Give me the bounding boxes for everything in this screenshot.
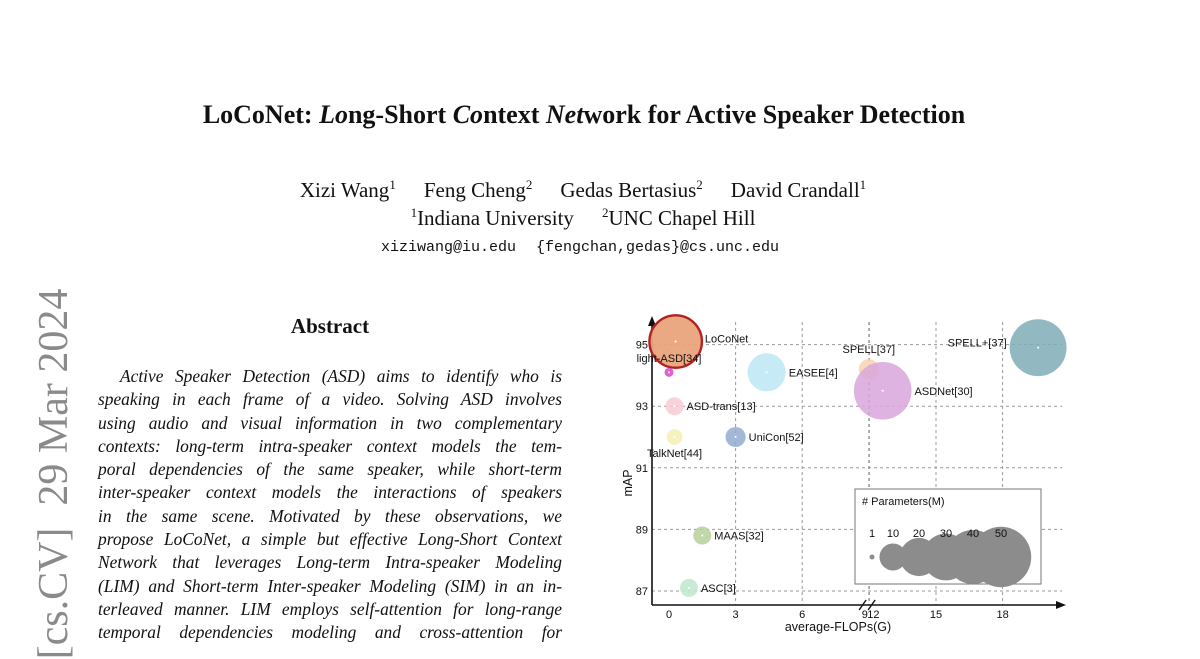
- bubble-center-dot: [674, 436, 676, 438]
- author-name: Xizi Wang: [299, 178, 390, 202]
- affiliation-mark: 2: [696, 177, 703, 192]
- arxiv-date: 29 Mar 2024: [31, 288, 77, 506]
- abstract-line: Active Speaker Detection (ASD) aims to identify who is: [120, 366, 562, 386]
- bubble-label: ASC[3]: [700, 582, 736, 595]
- author-name: Feng Cheng: [423, 178, 526, 202]
- abstract-line: contexts: long-term intra-speaker context models the tem-: [98, 435, 562, 456]
- bubble-center-dot: [882, 390, 884, 392]
- size-legend-label: 40: [966, 528, 980, 540]
- abstract-body: [98, 365, 562, 645]
- affiliation-list: [0, 205, 1166, 231]
- affiliation-mark: 1: [389, 177, 396, 192]
- bubble-center-dot: [668, 371, 670, 373]
- size-legend-label: 50: [994, 528, 1008, 540]
- bubble-label: UniCon[52]: [748, 432, 804, 444]
- bubble-label: SPELL[37]: [842, 344, 896, 357]
- arxiv-side-stamp: [30, 289, 78, 659]
- author-name: Gedas Bertasius: [560, 178, 697, 202]
- bubble-label: light-ASD[34]: [636, 352, 702, 365]
- bubble-label: MAAS[32]: [714, 530, 764, 543]
- bubble-center-dot: [675, 341, 677, 343]
- email-list: [0, 239, 1160, 256]
- affiliation-mark: 2: [601, 205, 609, 220]
- bubble-center-dot: [674, 405, 676, 407]
- bubble-center-dot: [688, 587, 690, 589]
- title-part: ntext: [483, 100, 546, 129]
- title-part: Lo: [319, 100, 348, 129]
- size-legend-label: 30: [939, 528, 953, 540]
- bubble-label: LoCoNet: [704, 333, 749, 346]
- abstract-line: (LIM) and Short-term Inter-speaker Modeling (SIM) in an in-: [98, 575, 562, 596]
- abstract-line: speaking in each frame of a video. Solving ASD involves: [98, 389, 562, 410]
- title-part: ng-Short: [347, 100, 453, 129]
- title-part: Net: [545, 100, 584, 129]
- y-tick-label: 87: [635, 586, 648, 598]
- affiliation-mark: 1: [410, 205, 418, 220]
- size-legend-label: 20: [912, 528, 926, 540]
- author-list: [0, 177, 1166, 203]
- bubble-label: SPELL+[37]: [947, 337, 1007, 350]
- affiliation: [602, 206, 756, 230]
- affiliation: [411, 206, 574, 230]
- paper-title: [0, 100, 1168, 130]
- size-legend-bubble: [870, 555, 875, 560]
- abstract-line: using audio and visual information in two complementary: [98, 412, 562, 433]
- y-tick-label: 95: [635, 339, 648, 352]
- bubble-label: EASEE[4]: [788, 367, 838, 380]
- abstract-line: propose LoCoNet, a simple but effective Long-Short Context: [98, 529, 562, 550]
- x-tick-label: 15: [929, 609, 943, 621]
- y-tick-label: 93: [635, 401, 648, 414]
- x-tick-label: 3: [732, 609, 739, 621]
- flops-vs-map-bubble-chart: [600, 305, 1080, 645]
- author: [731, 178, 866, 202]
- y-axis-title: mAP: [621, 469, 635, 497]
- author-name: David Crandall: [730, 178, 860, 202]
- author: [560, 178, 702, 202]
- x-tick-label: 18: [996, 609, 1009, 621]
- affiliation-name: UNC Chapel Hill: [608, 206, 756, 230]
- abstract-line: poral dependencies of the same speaker, while short-term: [98, 459, 562, 480]
- abstract-line: in the same scene. Motivated by these observations, we: [98, 505, 562, 526]
- author-email: xiziwang@iu.edu: [380, 239, 516, 256]
- author-email: {fengchan,gedas}@cs.unc.edu: [535, 239, 780, 256]
- x-tick-label: 12: [867, 609, 880, 621]
- x-axis-arrow: [1056, 601, 1066, 609]
- title-part: Co: [452, 100, 484, 129]
- abstract-line: terleaved manner. LIM employs self-attention for long-range: [98, 598, 562, 619]
- affiliation-name: Indiana University: [417, 206, 574, 230]
- author: [300, 178, 396, 202]
- affiliation-mark: 2: [525, 177, 533, 192]
- bubble-label: ASD-trans[13]: [686, 401, 756, 414]
- bubble-center-dot: [766, 371, 768, 373]
- bubble-label: TalkNet[44]: [647, 447, 703, 460]
- abstract-line: temporal dependencies modeling and cross-attention for: [98, 622, 562, 643]
- abstract-line: Network that leverages Long-term Intra-speaker Modeling: [98, 552, 562, 573]
- x-tick-label: 6: [799, 609, 806, 621]
- abstract-line: inter-speaker context models the interactions of speakers: [98, 482, 562, 503]
- x-axis-title: average-FLOPs(G): [784, 620, 892, 634]
- x-tick-label: 0: [665, 609, 673, 621]
- affiliation-mark: 1: [859, 177, 867, 192]
- author: [424, 178, 533, 202]
- title-part: work for Active Speaker Detection: [583, 100, 966, 129]
- abstract-heading: Abstract: [290, 314, 370, 338]
- title-part: LoCoNet:: [202, 100, 320, 129]
- y-tick-label: 91: [635, 462, 648, 475]
- bubble-center-dot: [735, 436, 737, 438]
- size-legend-label: 10: [886, 528, 900, 540]
- x-tick-label: 9: [861, 609, 868, 621]
- y-tick-label: 89: [635, 524, 648, 537]
- arxiv-category: [cs.CV]: [31, 527, 77, 659]
- bubble-center-dot: [1037, 347, 1039, 349]
- size-legend-label: 1: [868, 528, 876, 540]
- size-legend-title: # Parameters(M): [862, 496, 945, 508]
- bubble-center-dot: [701, 535, 703, 537]
- bubble-label: ASDNet[30]: [914, 385, 973, 398]
